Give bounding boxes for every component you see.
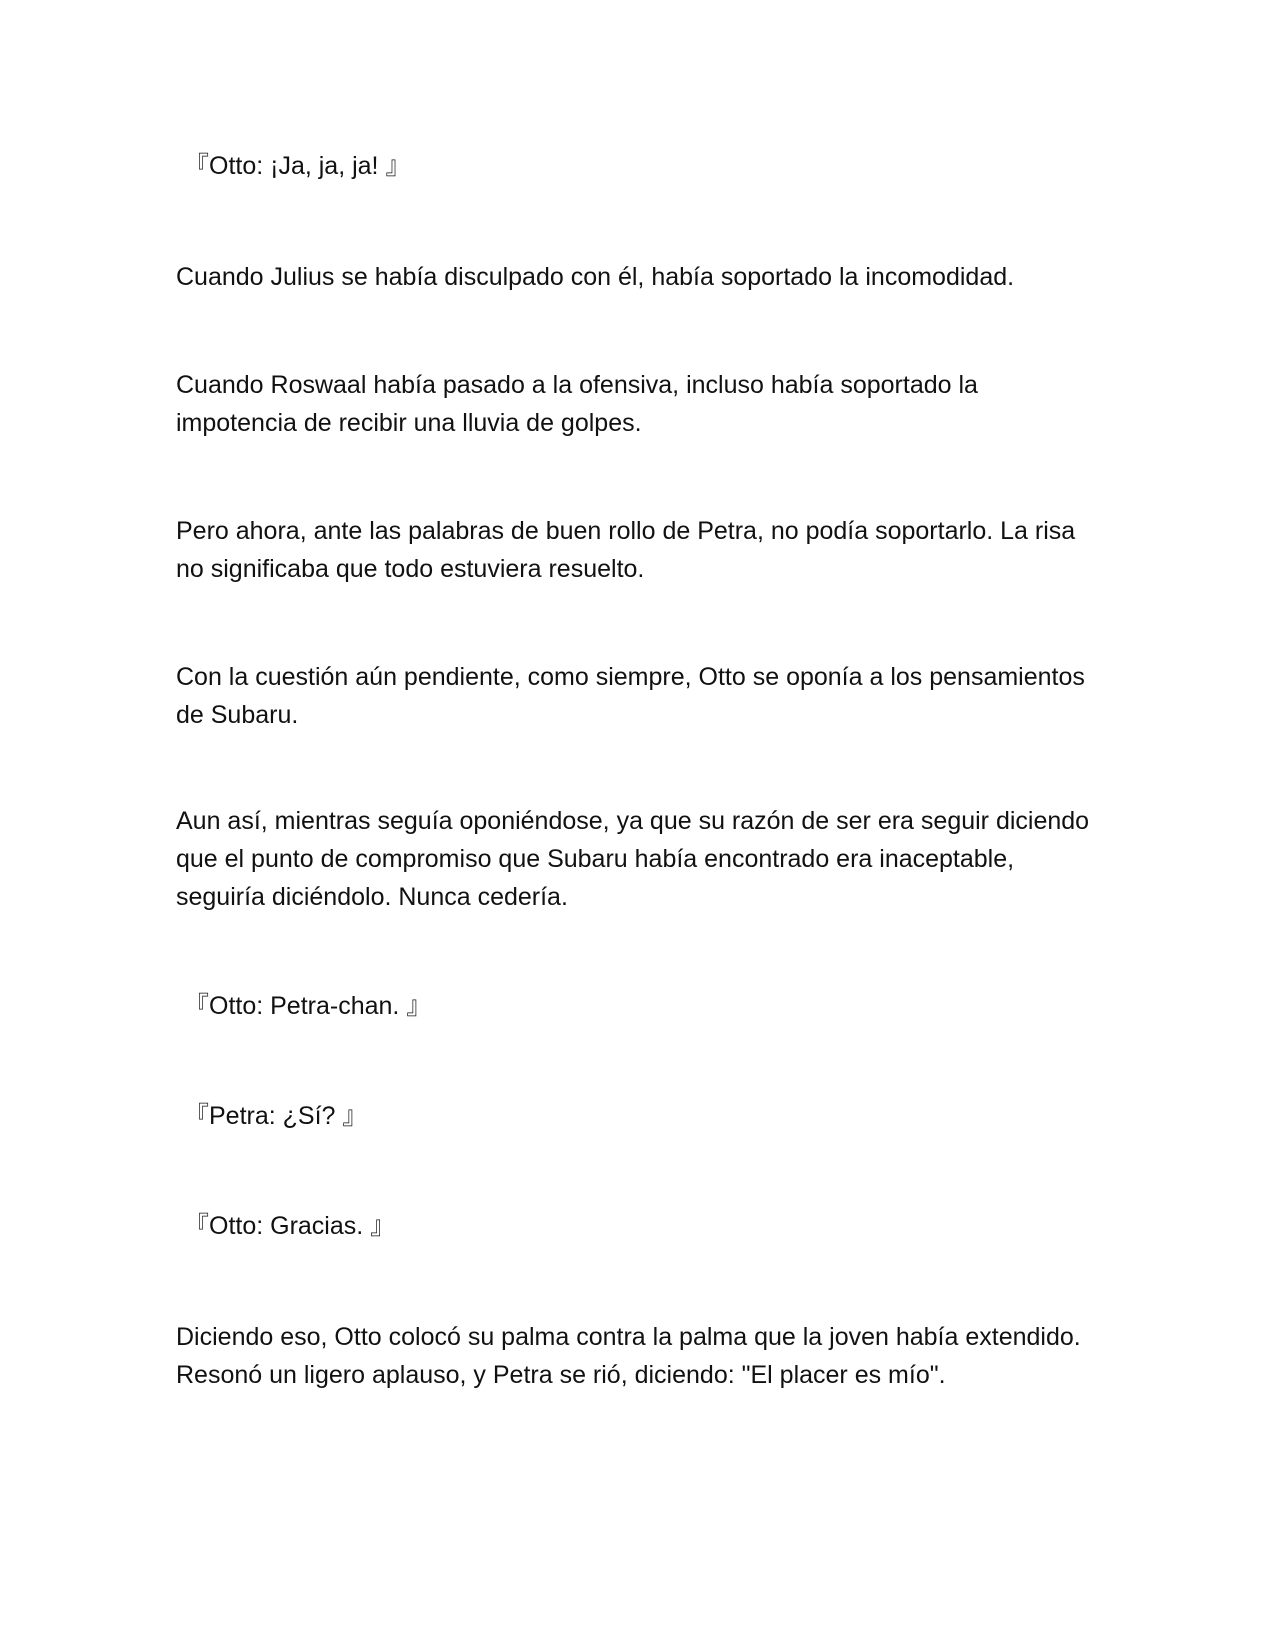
dialogue-line-otto-gracias: 『Otto: Gracias. 』: [184, 1212, 396, 1240]
paragraph-cuestion: Con la cuestión aún pendiente, como siempre, Otto se oponía a los pensamientos de Subaru.: [176, 663, 1085, 729]
dialogue-line-otto-petra-chan: 『Otto: Petra-chan. 』: [184, 992, 432, 1020]
paragraph-aun-asi: Aun así, mientras seguía oponiéndose, ya que su razón de ser era seguir diciendo que el punto de compromiso que Subaru había encontrado era inaceptable, seguiría diciéndolo. Nunca cedería.: [176, 807, 1090, 911]
dialogue-line-petra-si: 『Petra: ¿Sí? 』: [184, 1102, 368, 1130]
dialogue-line-otto-laugh: 『Otto: ¡Ja, ja, ja! 』: [184, 152, 411, 180]
paragraph-petra-words: Pero ahora, ante las palabras de buen rollo de Petra, no podía soportarlo. La risa no significaba que todo estuviera resuelto.: [176, 517, 1076, 583]
paragraph-julius: Cuando Julius se había disculpado con él, había soportado la incomodidad.: [176, 263, 1015, 291]
paragraph-roswaal: Cuando Roswaal había pasado a la ofensiva, incluso había soportado la impotencia de recibir una lluvia de golpes.: [176, 371, 978, 437]
paragraph-diciendo-eso: Diciendo eso, Otto colocó su palma contra la palma que la joven había extendido. Resonó un ligero aplauso, y Petra se rió, diciendo: "El placer es mío".: [176, 1323, 1081, 1389]
